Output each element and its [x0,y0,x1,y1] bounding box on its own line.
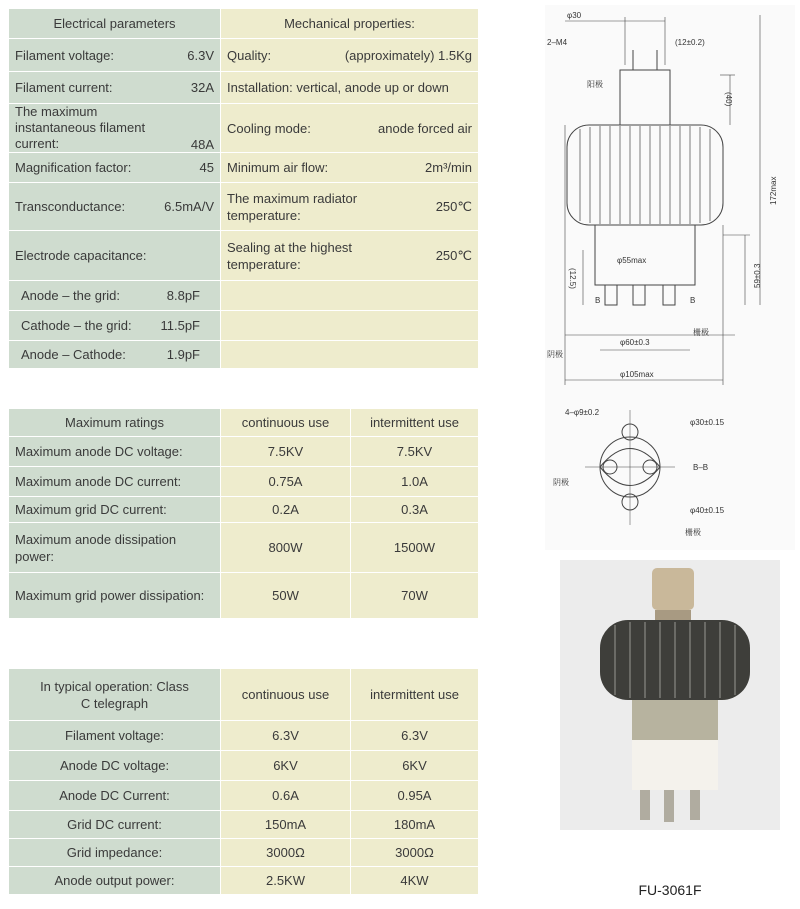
dim-label: B [595,296,601,305]
mechanical-row [221,104,479,153]
electrical-row [9,39,221,72]
continuous-value: 50W [221,573,351,619]
param-value: 1.9pF [166,347,200,362]
param-label: Cathode – the grid: [21,318,132,333]
param-value: 250℃ [435,247,472,263]
param-label: Maximum grid power dissipation: [9,573,221,619]
table-row [9,721,479,751]
param-label: Anode DC voltage: [9,751,221,781]
tube-photo-svg [560,560,780,830]
param-label: Cooling mode: [227,120,311,136]
intermittent-value: 3000Ω [351,839,479,867]
table-row [9,523,479,573]
continuous-value: 3000Ω [221,839,351,867]
tube-drawing-svg [545,5,795,550]
continuous-value: 2.5KW [221,867,351,895]
electrical-row [9,281,221,311]
dim-label: 172max [769,176,778,205]
continuous-value: 150mA [221,811,351,839]
table-row [9,867,479,895]
param-label: Filament voltage: [9,721,221,751]
table-row [9,781,479,811]
dim-label: φ60±0.3 [620,338,650,347]
param-value: 6.5mA/V [164,199,214,214]
param-label: Quality: [227,47,272,63]
mechanical-row [221,231,479,281]
electrical-mechanical-table [8,8,479,369]
table-row [9,497,479,523]
mechanical-empty [221,311,479,341]
param-value: (approximately) 1.5Kg [344,47,472,63]
mechanical-row [221,39,479,72]
intermittent-value: 4KW [351,867,479,895]
electrical-row [9,231,221,281]
dim-label: 栅极 [693,328,709,337]
dim-label: (12.5) [568,268,577,289]
table-row [9,467,479,497]
continuous-value: 6KV [221,751,351,781]
electrical-row [9,104,221,153]
dim-label: (12±0.2) [675,38,705,47]
param-label: The maximum instantaneous filament current: [15,104,146,151]
intermittent-value: 6.3V [351,721,479,751]
mechanical-header: Mechanical properties: [221,9,479,39]
intermittent-header: intermittent use [351,409,479,437]
intermittent-value: 0.95A [351,781,479,811]
dim-label: φ105max [620,370,654,379]
typical-operation-table [8,668,479,895]
electrical-row [9,183,221,231]
mechanical-empty [221,341,479,369]
param-label: Anode output power: [9,867,221,895]
mechanical-row [221,72,479,104]
dim-label: 阴极 [547,350,563,359]
dim-label: 4–φ9±0.2 [565,408,600,417]
product-caption: FU-3061F [638,882,702,898]
intermittent-header: intermittent use [351,669,479,721]
table-row [9,839,479,867]
max-ratings-table [8,408,479,619]
param-label: Grid DC current: [9,811,221,839]
max-ratings-header: Maximum ratings [9,409,221,437]
continuous-value: 6.3V [221,721,351,751]
dim-label: 栅极 [685,528,701,537]
param-value: 45 [199,160,214,175]
intermittent-value: 1.0A [351,467,479,497]
intermittent-value: 180mA [351,811,479,839]
param-label: Transconductance: [15,199,126,214]
intermittent-value: 7.5KV [351,437,479,467]
continuous-value: 0.75A [221,467,351,497]
table-row [9,811,479,839]
param-value: 48A [190,137,214,152]
continuous-value: 0.2A [221,497,351,523]
dim-label: 59±0.3 [753,263,762,288]
param-label: Filament voltage: [15,47,114,63]
intermittent-value: 0.3A [351,497,479,523]
param-value: 6.3V [187,47,214,63]
intermittent-value: 70W [351,573,479,619]
table-row [9,751,479,781]
dimension-drawing [545,5,795,550]
dim-label: φ55max [617,256,647,265]
mechanical-row [221,183,479,231]
mechanical-row [221,153,479,183]
intermittent-value: 1500W [351,523,479,573]
param-label: Anode – the grid: [21,288,121,303]
product-photo [560,560,780,830]
electrical-row [9,153,221,183]
electrical-row [9,341,221,369]
dim-label: φ30±0.15 [690,418,725,427]
param-value: 250℃ [435,198,472,214]
electrical-header: Electrical parameters [9,9,221,39]
param-value: 2m³/min [425,160,472,175]
param-label: Sealing at the highest temperature: [227,239,353,272]
dim-label: B [690,296,696,305]
dim-label: (40) [724,92,733,107]
dim-label: B–B [693,463,709,472]
param-label: Anode – Cathode: [21,347,126,362]
continuous-value: 0.6A [221,781,351,811]
table-row [9,573,479,619]
param-value: 32A [190,80,214,95]
param-value: 11.5pF [160,318,200,333]
continuous-value: 7.5KV [221,437,351,467]
param-label: Minimum air flow: [227,160,329,175]
dim-label: 2–M4 [547,38,568,47]
param-label: Installation: vertical, anode up or down [227,80,449,95]
mechanical-empty [221,281,479,311]
param-label: Filament current: [15,80,113,95]
dim-label: 阴极 [553,478,569,487]
intermittent-value: 6KV [351,751,479,781]
dim-label: 阳极 [587,80,603,89]
continuous-header: continuous use [221,669,351,721]
dim-label: φ40±0.15 [690,506,725,515]
continuous-value: 800W [221,523,351,573]
table-row [9,437,479,467]
param-label: Maximum anode DC current: [9,467,221,497]
param-label: Maximum anode DC voltage: [9,437,221,467]
param-label: Anode DC Current: [9,781,221,811]
electrical-row [9,311,221,341]
param-label: Electrode capacitance: [15,248,147,263]
dim-label: φ30 [567,11,582,20]
param-value: anode forced air [378,120,472,136]
param-label: Magnification factor: [15,160,132,175]
typical-header: In typical operation: Class C telegraph [9,669,221,721]
continuous-header: continuous use [221,409,351,437]
param-label: The maximum radiator temperature: [227,190,358,223]
electrical-row [9,72,221,104]
param-value: 8.8pF [166,288,200,303]
param-label: Maximum grid DC current: [9,497,221,523]
param-label: Maximum anode dissipation power: [9,523,221,573]
param-label: Grid impedance: [9,839,221,867]
